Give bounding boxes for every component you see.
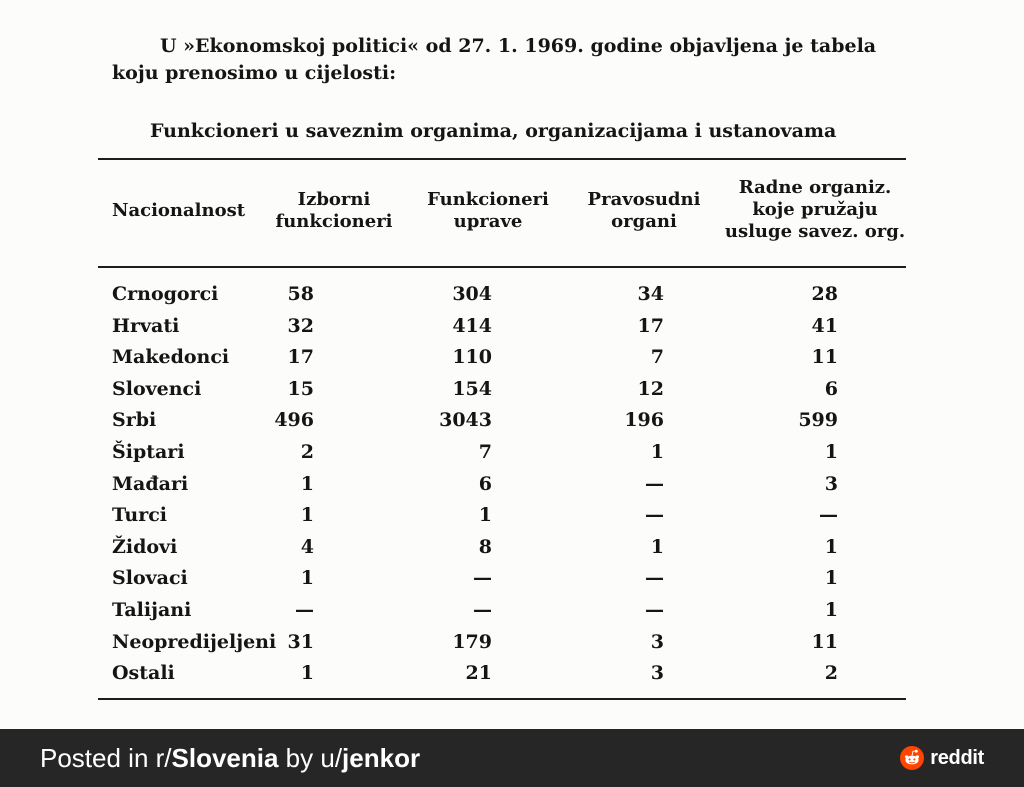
- cell-izborni-funkcioneri: 4: [300, 535, 314, 558]
- cell-izborni-funkcioneri: —: [295, 598, 314, 621]
- cell-izborni-funkcioneri: 17: [287, 346, 314, 369]
- cell-nationality: Ostali: [112, 662, 175, 685]
- table-body: [0, 279, 1024, 690]
- cell-radne-organizacije: 1: [824, 567, 838, 590]
- table-row: [0, 563, 1024, 595]
- reddit-brand[interactable]: [900, 746, 984, 770]
- cell-funkcioneri-uprave: 7: [478, 440, 492, 463]
- table-row: [0, 627, 1024, 659]
- cell-izborni-funkcioneri: 496: [274, 409, 314, 432]
- cell-nationality: Crnogorci: [112, 283, 219, 305]
- cell-pravosudni-organi: 3: [650, 630, 664, 653]
- cell-nationality: Srbi: [112, 409, 157, 432]
- cell-pravosudni-organi: 1: [650, 535, 664, 558]
- cell-izborni-funkcioneri: 1: [300, 662, 314, 685]
- cell-radne-organizacije: 6: [824, 377, 838, 400]
- table-row: [0, 437, 1024, 469]
- table-row: [0, 405, 1024, 437]
- reddit-wordmark: reddit: [930, 746, 984, 769]
- cell-nationality: Židovi: [112, 535, 178, 558]
- cell-pravosudni-organi: 1: [650, 440, 664, 463]
- cell-pravosudni-organi: —: [645, 598, 664, 621]
- cell-izborni-funkcioneri: 1: [300, 567, 314, 590]
- table-row: [0, 658, 1024, 690]
- cell-nationality: Slovaci: [112, 567, 188, 590]
- cell-izborni-funkcioneri: 2: [300, 440, 314, 463]
- cell-pravosudni-organi: 7: [650, 346, 664, 369]
- cell-funkcioneri-uprave: 304: [452, 283, 492, 305]
- table-row: [0, 595, 1024, 627]
- cell-radne-organizacije: 2: [824, 662, 838, 685]
- cell-funkcioneri-uprave: 8: [478, 535, 492, 558]
- reddit-alien-icon: [900, 746, 924, 770]
- cell-funkcioneri-uprave: 110: [452, 346, 492, 369]
- cell-nationality: Hrvati: [112, 314, 180, 337]
- cell-funkcioneri-uprave: 154: [452, 377, 492, 400]
- column-header-izborni-funkcioneri: Izborni funkcioneri: [275, 189, 393, 232]
- cell-izborni-funkcioneri: 58: [287, 283, 314, 305]
- cell-nationality: Šiptari: [112, 440, 185, 463]
- cell-radne-organizacije: 1: [824, 440, 838, 463]
- cell-pravosudni-organi: 3: [650, 662, 664, 685]
- cell-pravosudni-organi: 12: [637, 377, 664, 400]
- cell-nationality: Slovenci: [112, 377, 202, 400]
- cell-pravosudni-organi: —: [645, 567, 664, 590]
- cell-izborni-funkcioneri: 1: [300, 504, 314, 527]
- table-row: [0, 342, 1024, 374]
- cell-nationality: Mađari: [112, 472, 189, 495]
- posted-by: by u/: [278, 743, 343, 773]
- cell-radne-organizacije: 28: [811, 283, 838, 305]
- cell-funkcioneri-uprave: —: [473, 567, 492, 590]
- cell-funkcioneri-uprave: 21: [465, 662, 492, 685]
- cell-funkcioneri-uprave: 414: [452, 314, 492, 337]
- cell-radne-organizacije: 11: [811, 630, 838, 653]
- cell-radne-organizacije: 41: [811, 314, 838, 337]
- intro-paragraph: [112, 33, 912, 87]
- cell-pravosudni-organi: 34: [637, 283, 664, 305]
- cell-funkcioneri-uprave: 6: [478, 472, 492, 495]
- username-link[interactable]: jenkor: [342, 743, 421, 773]
- table-top-rule: [98, 158, 906, 160]
- cell-izborni-funkcioneri: 31: [287, 630, 314, 653]
- cell-pravosudni-organi: —: [645, 472, 664, 495]
- table-row: [0, 532, 1024, 564]
- cell-funkcioneri-uprave: 1: [478, 504, 492, 527]
- cell-nationality: Turci: [112, 504, 168, 527]
- table-row: [0, 500, 1024, 532]
- table-row: [0, 469, 1024, 501]
- subreddit-link[interactable]: Slovenia: [171, 743, 279, 773]
- column-header-radne-organizacije: Radne organiz. koje pružaju usluge savez. org.: [724, 177, 906, 242]
- cell-radne-organizacije: 11: [811, 346, 838, 369]
- cell-radne-organizacije: 1: [824, 598, 838, 621]
- table-caption: Funkcioneri u saveznim organima, organizacijama i ustanovama: [150, 120, 837, 142]
- cell-funkcioneri-uprave: 3043: [439, 409, 492, 432]
- table-header-rule: [98, 266, 906, 268]
- intro-line-1: U »Ekonomskoj politici« od 27. 1. 1969. godine objavljena je tabela: [160, 35, 877, 57]
- intro-line-2: koju prenosimo u cijelosti:: [112, 62, 397, 84]
- table-row: [0, 311, 1024, 343]
- column-header-funkcioneri-uprave: Funkcioneri uprave: [427, 189, 549, 232]
- cell-nationality: Makedonci: [112, 346, 230, 369]
- cell-pravosudni-organi: —: [645, 504, 664, 527]
- column-header-nacionalnost: Nacionalnost: [112, 200, 246, 221]
- cell-funkcioneri-uprave: 179: [452, 630, 492, 653]
- cell-radne-organizacije: 3: [824, 472, 838, 495]
- cell-radne-organizacije: 1: [824, 535, 838, 558]
- cell-funkcioneri-uprave: —: [473, 598, 492, 621]
- reddit-footer-bar: [0, 729, 1024, 787]
- cell-pravosudni-organi: 196: [624, 409, 664, 432]
- table-row: [0, 374, 1024, 406]
- cell-izborni-funkcioneri: 32: [287, 314, 314, 337]
- posted-in-line: [40, 729, 420, 787]
- cell-nationality: Neopredijeljeni: [112, 630, 277, 653]
- cell-nationality: Talijani: [112, 598, 192, 621]
- table-row: [0, 279, 1024, 311]
- cell-radne-organizacije: 599: [798, 409, 838, 432]
- cell-radne-organizacije: —: [819, 504, 838, 527]
- table-bottom-rule: [98, 698, 906, 700]
- posted-prefix: Posted in r/: [40, 743, 172, 773]
- cell-izborni-funkcioneri: 15: [287, 377, 314, 400]
- column-header-pravosudni-organi: Pravosudni organi: [587, 189, 701, 232]
- cell-izborni-funkcioneri: 1: [300, 472, 314, 495]
- cell-pravosudni-organi: 17: [637, 314, 664, 337]
